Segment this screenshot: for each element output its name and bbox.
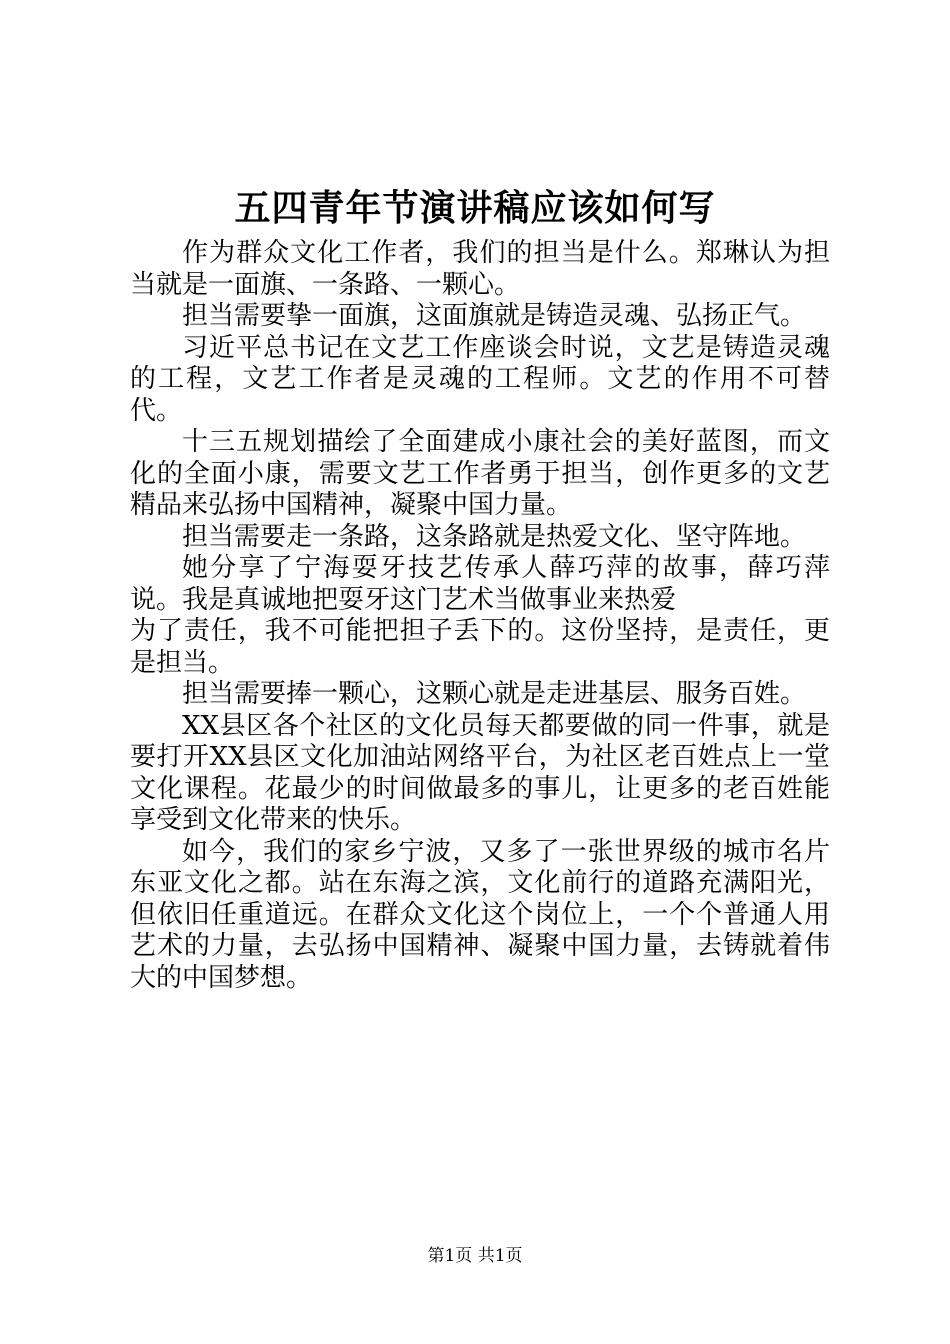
paragraph: 担当需要捧一颗心，这颗心就是走进基层、服务百姓。 xyxy=(182,679,807,709)
paragraph: 习近平总书记在文艺工作座谈会时说，文艺是铸造灵魂的工程，文艺工作者是灵魂的工程师。文艺的作用不可替代。 xyxy=(130,332,830,426)
paragraph: 她分享了宁海耍牙技艺传承人薛巧萍的故事，薛巧萍说。我是真诚地把耍牙这门艺术当做事业来热爱 xyxy=(130,553,830,615)
page-footer: 第1页 共1页 xyxy=(427,1246,523,1266)
paragraph: 十三五规划描绘了全面建成小康社会的美好蓝图，而文化的全面小康，需要文艺工作者勇于担当，创作更多的文艺精品来弘扬中国精神，凝聚中国力量。 xyxy=(130,427,830,520)
document-title: 五四青年节演讲稿应该如何写 xyxy=(234,187,716,229)
paragraph: XX县区各个社区的文化员每天都要做的同一件事，就是要打开XX县区文化加油站网络平台，为社区老百姓点上一堂文化课程。花最少的时间做最多的事儿，让更多的老百姓能享受到文化带来的快乐。 xyxy=(130,710,830,835)
paragraph: 担当需要走一条路，这条路就是热爱文化、坚守阵地。 xyxy=(182,521,807,552)
document-body xyxy=(130,238,830,994)
paragraph: 担当需要挚一面旗，这面旗就是铸造灵魂、弘扬正气。 xyxy=(182,301,807,331)
paragraph: 如今，我们的家乡宁波，又多了一张世界级的城市名片东亚文化之都。站在东海之滨，文化前行的道路充满阳光，但依旧任重道远。在群众文化这个岗位上，一个个普通人用艺术的力量，去弘扬中国精神、凝聚中国力量，去铸就着伟大的中国梦想。 xyxy=(130,836,830,993)
paragraph: 作为群众文化工作者，我们的担当是什么。郑琳认为担当就是一面旗、一条路、一颗心。 xyxy=(130,238,830,300)
paragraph: 为了责任，我不可能把担子丢下的。这份坚持，是责任，更是担当。 xyxy=(130,616,830,678)
